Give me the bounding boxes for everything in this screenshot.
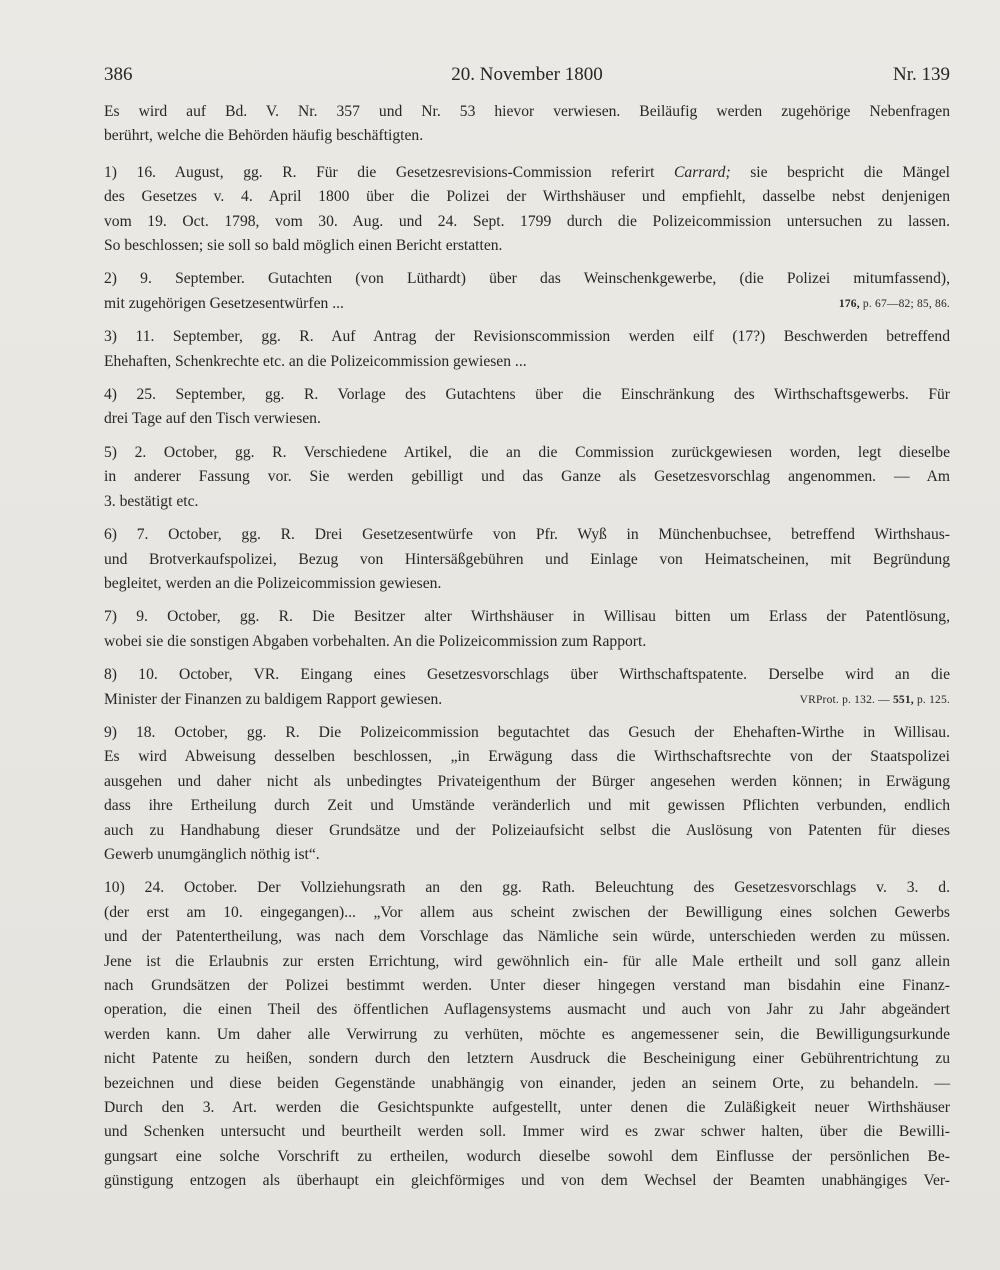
archive-reference bbox=[839, 292, 950, 316]
text-line: Durch den 3. Art. werden die Gesichtspunkte aufgestellt, unter denen die Zuläßigkeit neuer Wirthshäuser bbox=[104, 1099, 950, 1117]
text-line: 6) 7. October, gg. R. Drei Gesetzesentwürfe von Pfr. Wyß in Münchenbuchsee, betreffend Wirthshaus- bbox=[104, 526, 950, 544]
page-number: 386 bbox=[104, 64, 133, 85]
ref-pages: p. 67—82; 85, 86. bbox=[859, 297, 950, 310]
text-line: nach Grundsätzen der Polizei bestimmt werden. Unter dieser hingegen verstand man bisdahin eine Finanz- bbox=[104, 977, 950, 994]
text-line: 5) 2. October, gg. R. Verschiedene Artikel, die an die Commission zurückgewiesen worden, legt dieselbe bbox=[104, 443, 950, 461]
text-line: Ehehaften, Schenkrechte etc. an die Polizeicommission gewiesen ... bbox=[104, 352, 527, 370]
text-line: ausgehen und daher nicht als unbedingtes Privateigenthum der Bürger angesehen werden können; in Erwägung bbox=[104, 772, 950, 790]
document-body bbox=[104, 100, 950, 1203]
text-segment: Minister der Finanzen zu baldigem Rapport gewiesen. bbox=[104, 690, 443, 708]
entry-5 bbox=[104, 441, 950, 514]
ref-volume: 176, bbox=[838, 297, 860, 310]
text-line: auch zu Handhabung dieser Grundsätze und der Polizeiaufsicht selbst die Auslösung von Patenten für dieses bbox=[104, 821, 950, 839]
text-line: Es wird Abweisung desselben beschlossen, „in Erwägung dass die Wirthschaftsrechte von der Staatspolizei bbox=[104, 748, 950, 766]
person-name: Carrard; bbox=[674, 163, 731, 181]
ref-pages: p. 125. bbox=[913, 693, 950, 706]
text-line: 9) 18. October, gg. R. Die Polizeicommission begutachtet das Gesuch der Ehehaften-Wirthe in Willisau. bbox=[104, 723, 950, 741]
entry-1 bbox=[104, 161, 950, 259]
document-number: Nr. 139 bbox=[893, 64, 950, 85]
text-line: und der Patentertheilung, was nach dem Vorschlage das Nämliche sein würde, unterschieden werden zu müssen. bbox=[104, 928, 950, 946]
entry-6 bbox=[104, 523, 950, 596]
text-line: berührt, welche die Behörden häufig beschäftigten. bbox=[104, 127, 424, 145]
text-line: nicht Patente zu heißen, sondern durch den letztern Ausdruck die Bescheinigung einer Gebührentrichtung zu bbox=[104, 1050, 950, 1068]
text-line bbox=[104, 161, 950, 185]
archive-reference bbox=[800, 688, 950, 712]
text-line: 3) 11. September, gg. R. Auf Antrag der Revisionscommission werden eilf (17?) Beschwerden betreffend bbox=[104, 328, 950, 346]
text-segment: 1) 16. August, gg. R. Für die Gesetzesrevisions-Commission referirt bbox=[104, 163, 675, 181]
text-line: dass ihre Ertheilung durch Zeit und Umstände veränderlich und mit gewissen Pflichten verbunden, endlich bbox=[104, 797, 950, 815]
entry-9 bbox=[104, 721, 950, 867]
text-line: 3. bestätigt etc. bbox=[104, 492, 199, 510]
entry-2 bbox=[104, 267, 950, 316]
text-line: in anderer Fassung vor. Sie werden gebilligt und das Ganze als Gesetzesvorschlag angenommen. — Am bbox=[104, 468, 950, 486]
text-line: bezeichnen und diese beiden Gegenstände unabhängig von einander, jeden an seinem Orte, zu behandeln. — bbox=[104, 1074, 950, 1092]
text-line: gungsart eine solche Vorschrift zu ertheilen, wodurch dieselbe sowohl dem Einflusse der persönlichen Be- bbox=[104, 1147, 950, 1165]
entry-8 bbox=[104, 663, 950, 712]
text-line: 7) 9. October, gg. R. Die Besitzer alter Wirthshäuser in Willisau bitten um Erlass der Patentlösung, bbox=[104, 608, 950, 626]
ref-protocol: VRProt. p. 132. — bbox=[799, 693, 893, 706]
text-line: und Schenken untersucht und beurtheilt werden soll. Immer wird es zwar schwer halten, über die Bewilli- bbox=[104, 1123, 950, 1141]
text-line: werden kann. Um daher alle Verwirrung zu verhüten, möchte es angemessener sein, die Bewilligungsurkunde bbox=[104, 1025, 950, 1043]
text-line: wobei sie die sonstigen Abgaben vorbehalten. An die Polizeicommission zum Rapport. bbox=[104, 632, 647, 650]
text-segment: sie bespricht die Mängel bbox=[730, 163, 950, 181]
text-line bbox=[104, 292, 950, 316]
text-segment: mit zugehörigen Gesetzesentwürfen ... bbox=[104, 294, 344, 312]
entry-3 bbox=[104, 325, 950, 374]
page-header bbox=[104, 64, 950, 90]
header-date: 20. November 1800 bbox=[451, 64, 603, 85]
text-line: So beschlossen; sie soll so bald möglich einen Bericht erstatten. bbox=[104, 237, 503, 255]
text-line: 8) 10. October, VR. Eingang eines Gesetzesvorschlags über Wirthschaftspatente. Derselbe wird an die bbox=[104, 666, 950, 684]
text-line: vom 19. Oct. 1798, vom 30. Aug. und 24. Sept. 1799 durch die Polizeicommission untersuchen zu lassen. bbox=[104, 212, 950, 230]
text-line: Jene ist die Erlaubnis zur ersten Errichtung, wird gewöhnlich ein- für alle Male ertheilt und soll ganz allein bbox=[104, 952, 950, 970]
text-line: günstigung entzogen als überhaupt ein gleichförmiges und von dem Wechsel der Beamten unabhängiges Ver- bbox=[104, 1172, 950, 1190]
text-line: drei Tage auf den Tisch verwiesen. bbox=[104, 410, 321, 428]
entry-7 bbox=[104, 605, 950, 654]
text-line: 2) 9. September. Gutachten (von Lüthardt) über das Weinschenkgewerbe, (die Polizei mitumfassend), bbox=[104, 270, 950, 288]
entry-4 bbox=[104, 383, 950, 432]
text-line: des Gesetzes v. 4. April 1800 über die Polizei der Wirthshäuser und empfiehlt, dasselbe nebst denjenigen bbox=[104, 188, 950, 206]
text-line: (der erst am 10. eingegangen)... „Vor allem aus scheint zwischen der Bewilligung eines solchen Gewerbs bbox=[104, 903, 950, 921]
entry-10 bbox=[104, 876, 950, 1193]
text-line: operation, die einen Theil des öffentlichen Auflagensystems ausmacht und auch von Jahr zu Jahr abgeändert bbox=[104, 1001, 950, 1019]
text-line: 4) 25. September, gg. R. Vorlage des Gutachtens über die Einschränkung des Wirthschaftsgewerbs. Für bbox=[104, 386, 950, 404]
ref-volume: 551, bbox=[892, 693, 914, 706]
text-line bbox=[104, 688, 950, 712]
text-line: begleitet, werden an die Polizeicommission gewiesen. bbox=[104, 574, 442, 592]
text-line: 10) 24. October. Der Vollziehungsrath an den gg. Rath. Beleuchtung des Gesetzesvorschlags v. 3. d. bbox=[104, 879, 950, 897]
text-line: Gewerb unumgänglich nöthig ist“. bbox=[104, 845, 320, 863]
text-line: Es wird auf Bd. V. Nr. 357 und Nr. 53 hievor verwiesen. Beiläufig werden zugehörige Nebenfragen bbox=[104, 103, 950, 120]
intro-paragraph bbox=[104, 100, 950, 149]
text-line: und Brotverkaufspolizei, Bezug von Hintersäßgebühren und Einlage von Heimatscheinen, mit Begründung bbox=[104, 550, 950, 568]
